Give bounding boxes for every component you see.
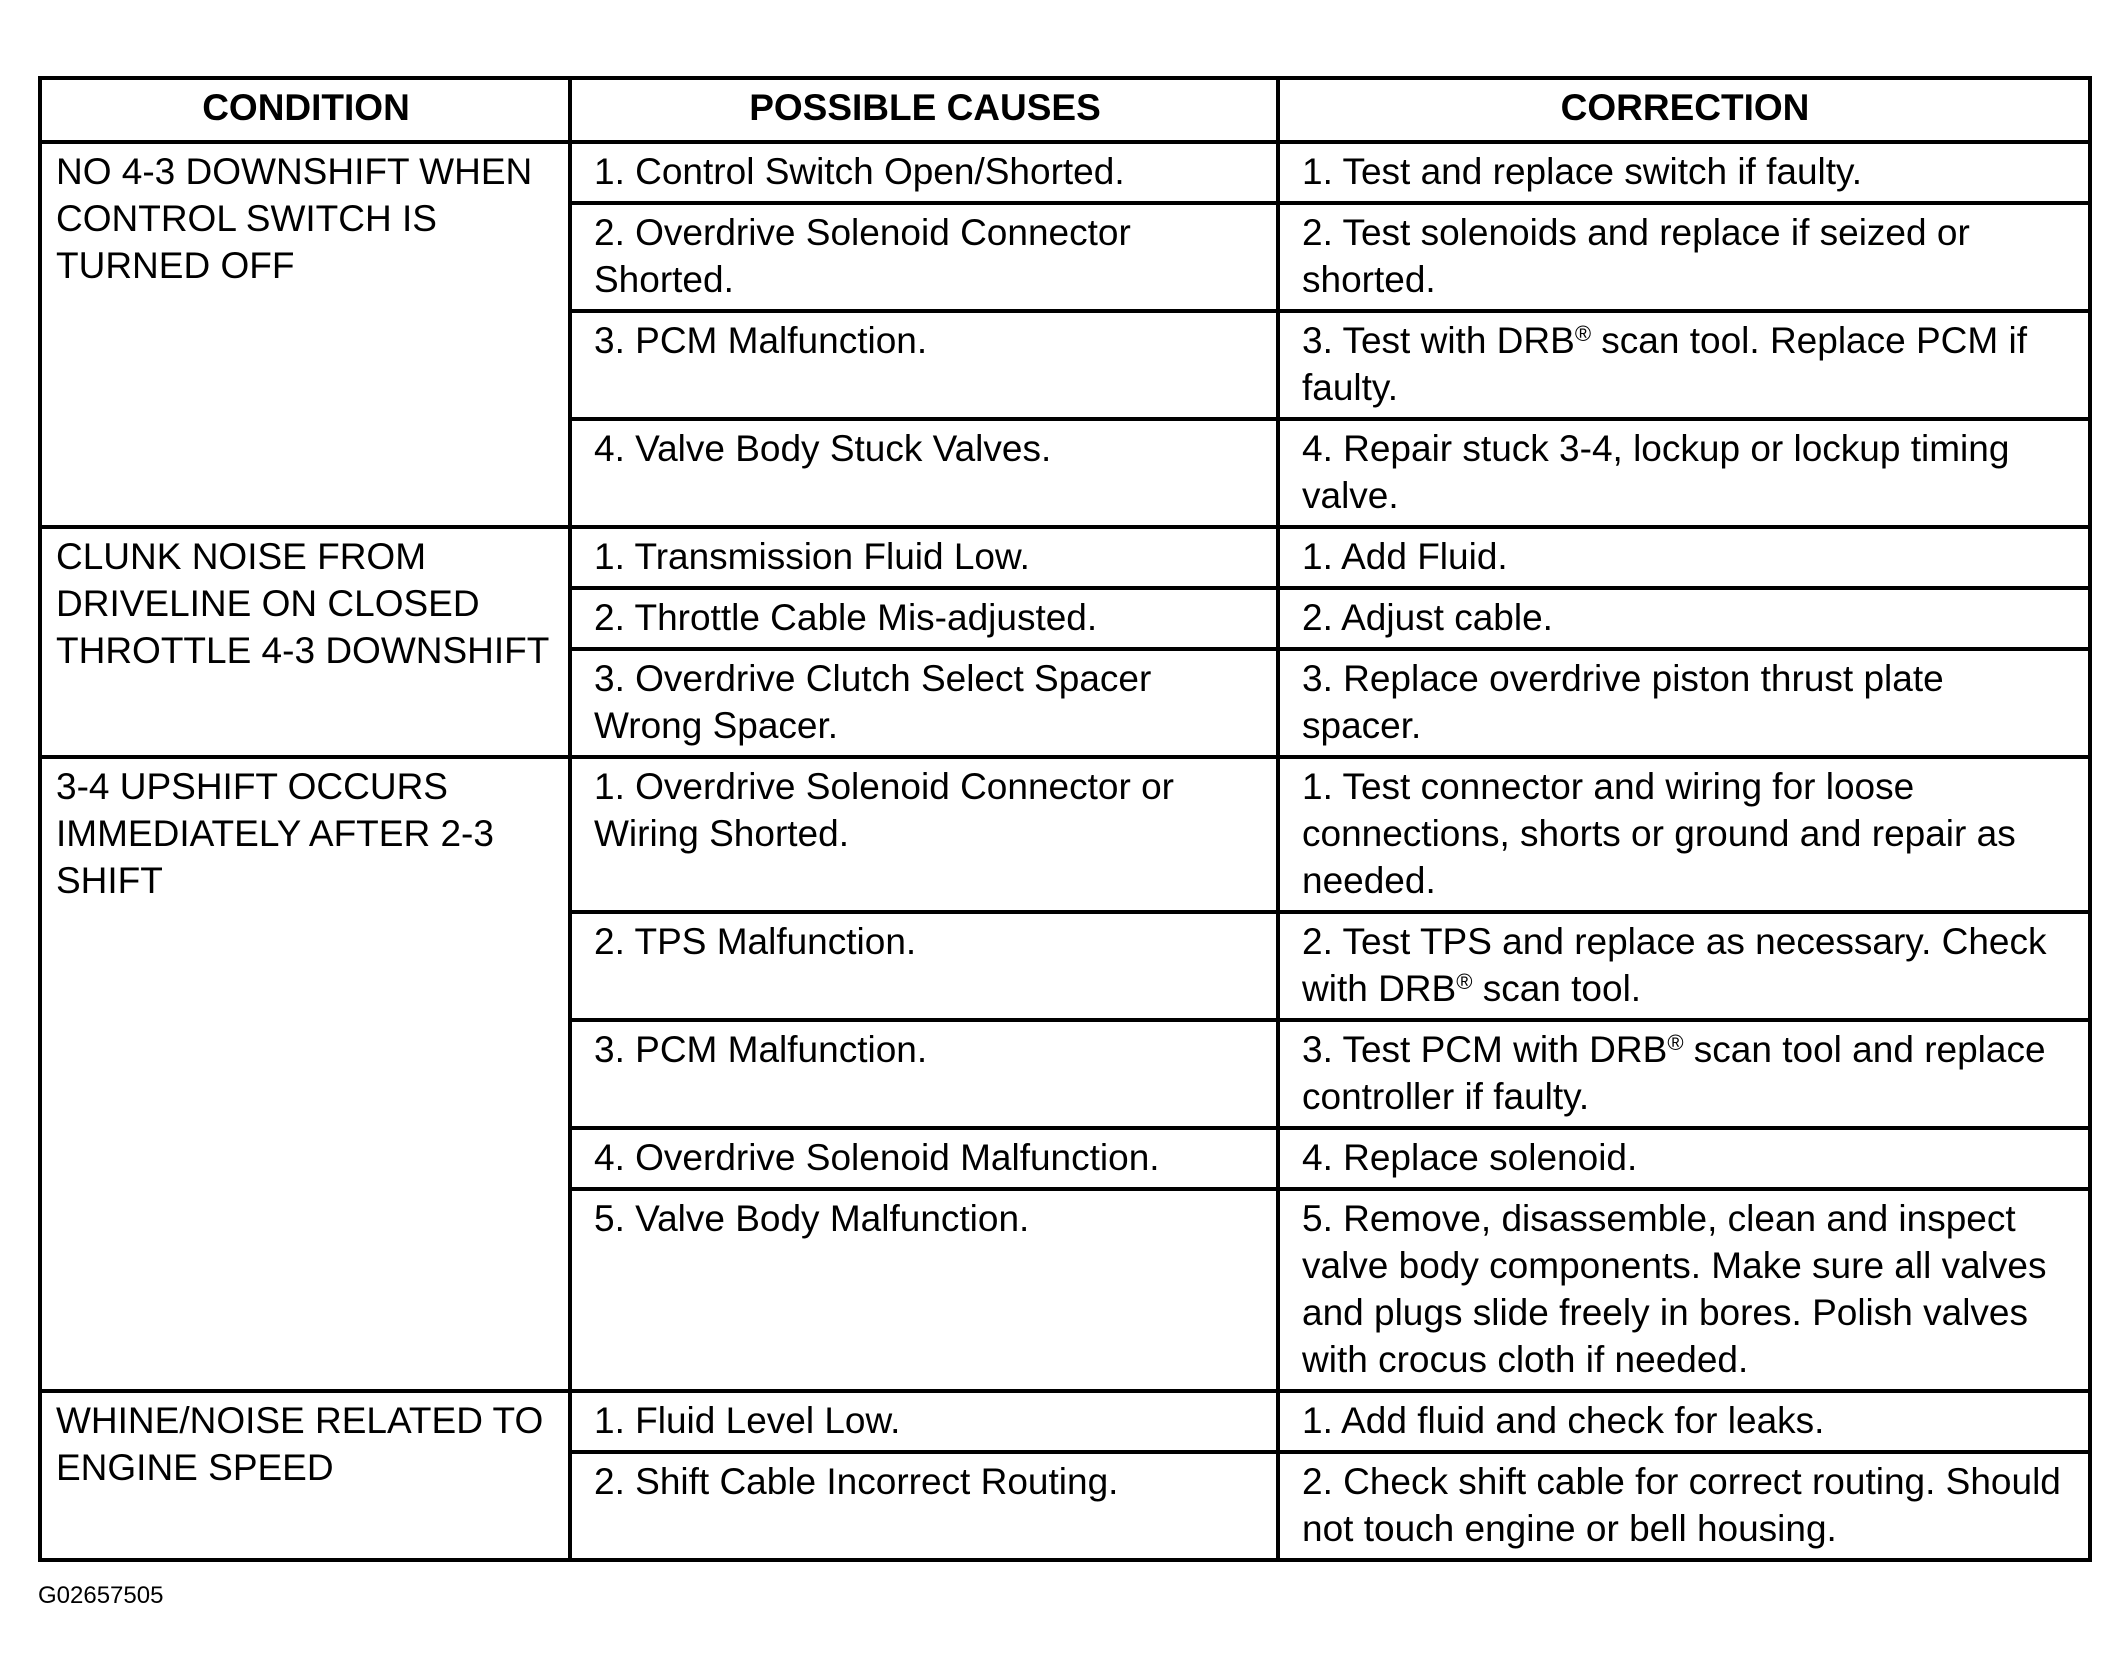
figure-id: G02657505 — [38, 1582, 164, 1609]
correction-cell: 1. Test and replace switch if faulty. — [1278, 142, 2090, 203]
registered-mark: ® — [1574, 321, 1592, 346]
correction-cell: 2. Test TPS and replace as necessary. Check with DRB® scan tool. — [1278, 912, 2090, 1020]
header-correction: CORRECTION — [1278, 78, 2090, 142]
condition-cell: CLUNK NOISE FROM DRIVELINE ON CLOSED THROTTLE 4-3 DOWNSHIFT — [40, 527, 570, 757]
correction-cell: 4. Replace solenoid. — [1278, 1128, 2090, 1189]
cause-cell: 2. TPS Malfunction. — [570, 912, 1278, 1020]
cause-cell: 2. Shift Cable Incorrect Routing. — [570, 1452, 1278, 1560]
correction-cell: 4. Repair stuck 3-4, lockup or lockup timing valve. — [1278, 419, 2090, 527]
diagnosis-table — [38, 76, 2092, 1562]
table-row — [40, 527, 2090, 588]
cause-cell: 1. Control Switch Open/Shorted. — [570, 142, 1278, 203]
correction-cell: 3. Replace overdrive piston thrust plate spacer. — [1278, 649, 2090, 757]
header-row — [40, 78, 2090, 142]
correction-cell: 5. Remove, disassemble, clean and inspect valve body components. Make sure all valves and plugs slide freely in bores. Polish valves with crocus cloth if needed. — [1278, 1189, 2090, 1391]
correction-cell: 2. Adjust cable. — [1278, 588, 2090, 649]
registered-mark: ® — [1456, 969, 1473, 994]
cause-cell: 3. PCM Malfunction. — [570, 311, 1278, 419]
correction-cell: 1. Test connector and wiring for loose connections, shorts or ground and repair as needed. — [1278, 757, 2090, 912]
cause-cell: 1. Fluid Level Low. — [570, 1391, 1278, 1452]
correction-cell: 3. Test with DRB® scan tool. Replace PCM if faulty. — [1278, 311, 2090, 419]
cause-cell: 1. Overdrive Solenoid Connector or Wiring Shorted. — [570, 757, 1278, 912]
header-possible-causes: POSSIBLE CAUSES — [570, 78, 1278, 142]
cause-cell: 3. PCM Malfunction. — [570, 1020, 1278, 1128]
table-row — [40, 757, 2090, 912]
header-condition: CONDITION — [40, 78, 570, 142]
registered-mark: ® — [1667, 1030, 1684, 1055]
correction-cell: 1. Add Fluid. — [1278, 527, 2090, 588]
condition-cell: WHINE/NOISE RELATED TO ENGINE SPEED — [40, 1391, 570, 1560]
cause-cell: 1. Transmission Fluid Low. — [570, 527, 1278, 588]
condition-cell: NO 4-3 DOWNSHIFT WHEN CONTROL SWITCH IS TURNED OFF — [40, 142, 570, 527]
cause-cell: 2. Overdrive Solenoid Connector Shorted. — [570, 203, 1278, 311]
condition-cell: 3-4 UPSHIFT OCCURS IMMEDIATELY AFTER 2-3 SHIFT — [40, 757, 570, 1391]
cause-cell: 3. Overdrive Clutch Select Spacer Wrong Spacer. — [570, 649, 1278, 757]
correction-cell: 1. Add fluid and check for leaks. — [1278, 1391, 2090, 1452]
correction-cell: 3. Test PCM with DRB® scan tool and replace controller if faulty. — [1278, 1020, 2090, 1128]
cause-cell: 5. Valve Body Malfunction. — [570, 1189, 1278, 1391]
cause-cell: 2. Throttle Cable Mis-adjusted. — [570, 588, 1278, 649]
correction-cell: 2. Check shift cable for correct routing. Should not touch engine or bell housing. — [1278, 1452, 2090, 1560]
table-row — [40, 142, 2090, 203]
table-row — [40, 1391, 2090, 1452]
cause-cell: 4. Valve Body Stuck Valves. — [570, 419, 1278, 527]
correction-cell: 2. Test solenoids and replace if seized or shorted. — [1278, 203, 2090, 311]
cause-cell: 4. Overdrive Solenoid Malfunction. — [570, 1128, 1278, 1189]
